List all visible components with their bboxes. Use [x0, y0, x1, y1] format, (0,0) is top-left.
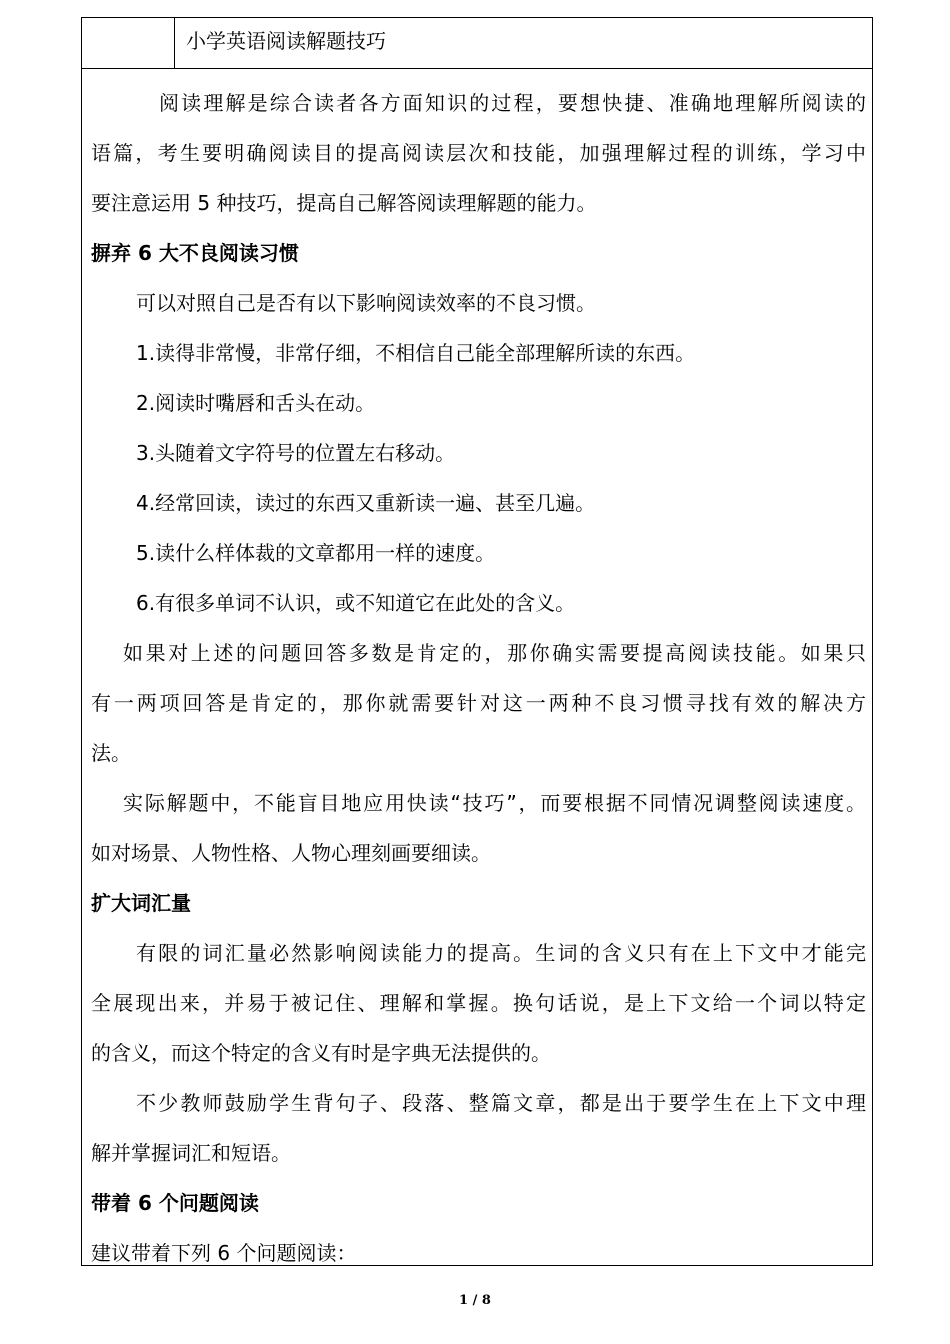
page-number: 1 / 8: [459, 1293, 491, 1308]
paragraph-line: 不少教师鼓励学生背句子、段落、整篇文章，都是出于要学生在上下文中理: [136, 1091, 866, 1115]
list-item: 1.读得非常慢，非常仔细，不相信自己能全部理解所读的东西。: [136, 341, 696, 365]
list-item: 2.阅读时嘴唇和舌头在动。: [136, 391, 376, 415]
table-header-row: [82, 18, 872, 69]
paragraph-line: 实际解题中，不能盲目地应用快读“技巧”，而要根据不同情况调整阅读速度。: [123, 791, 866, 815]
header-empty-cell: [82, 18, 175, 68]
section-lead: 建议带着下列 6 个问题阅读：: [91, 1241, 357, 1265]
paragraph-line: 全展现出来，并易于被记住、理解和掌握。换句话说，是上下文给一个词以特定: [91, 991, 866, 1015]
paragraph-line: 法。: [91, 741, 131, 765]
section-heading-vocabulary: 扩大词汇量: [91, 891, 191, 915]
intro-line: 阅读理解是综合读者各方面知识的过程，要想快捷、准确地理解所阅读的: [159, 91, 866, 115]
paragraph-line: 如对场景、人物性格、人物心理刻画要细读。: [91, 841, 491, 865]
list-item: 4.经常回读，读过的东西又重新读一遍、甚至几遍。: [136, 491, 596, 515]
section-heading-bad-habits: 摒弃 6 大不良阅读习惯: [91, 241, 299, 265]
paragraph-line: 有一两项回答是肯定的，那你就需要针对这一两种不良习惯寻找有效的解决方: [91, 691, 866, 715]
list-item: 5.读什么样体裁的文章都用一样的速度。: [136, 541, 496, 565]
intro-line: 语篇，考生要明确阅读目的提高阅读层次和技能，加强理解过程的训练，学习中: [91, 141, 866, 165]
document-title: 小学英语阅读解题技巧: [186, 29, 386, 53]
paragraph-line: 的含义，而这个特定的含义有时是字典无法提供的。: [91, 1041, 551, 1065]
table-body-cell: [91, 78, 866, 1278]
paragraph-line: 如果对上述的问题回答多数是肯定的，那你确实需要提高阅读技能。如果只: [123, 641, 866, 665]
document-table: [81, 17, 873, 1266]
section-heading-six-questions: 带着 6 个问题阅读: [91, 1191, 259, 1215]
list-item: 6.有很多单词不认识，或不知道它在此处的含义。: [136, 591, 576, 615]
section-lead: 可以对照自己是否有以下影响阅读效率的不良习惯。: [136, 291, 596, 315]
paragraph-line: 有限的词汇量必然影响阅读能力的提高。生词的含义只有在上下文中才能完: [136, 941, 866, 965]
intro-line: 要注意运用 5 种技巧，提高自己解答阅读理解题的能力。: [91, 191, 597, 215]
paragraph-line: 解并掌握词汇和短语。: [91, 1141, 291, 1165]
list-item: 3.头随着文字符号的位置左右移动。: [136, 441, 456, 465]
